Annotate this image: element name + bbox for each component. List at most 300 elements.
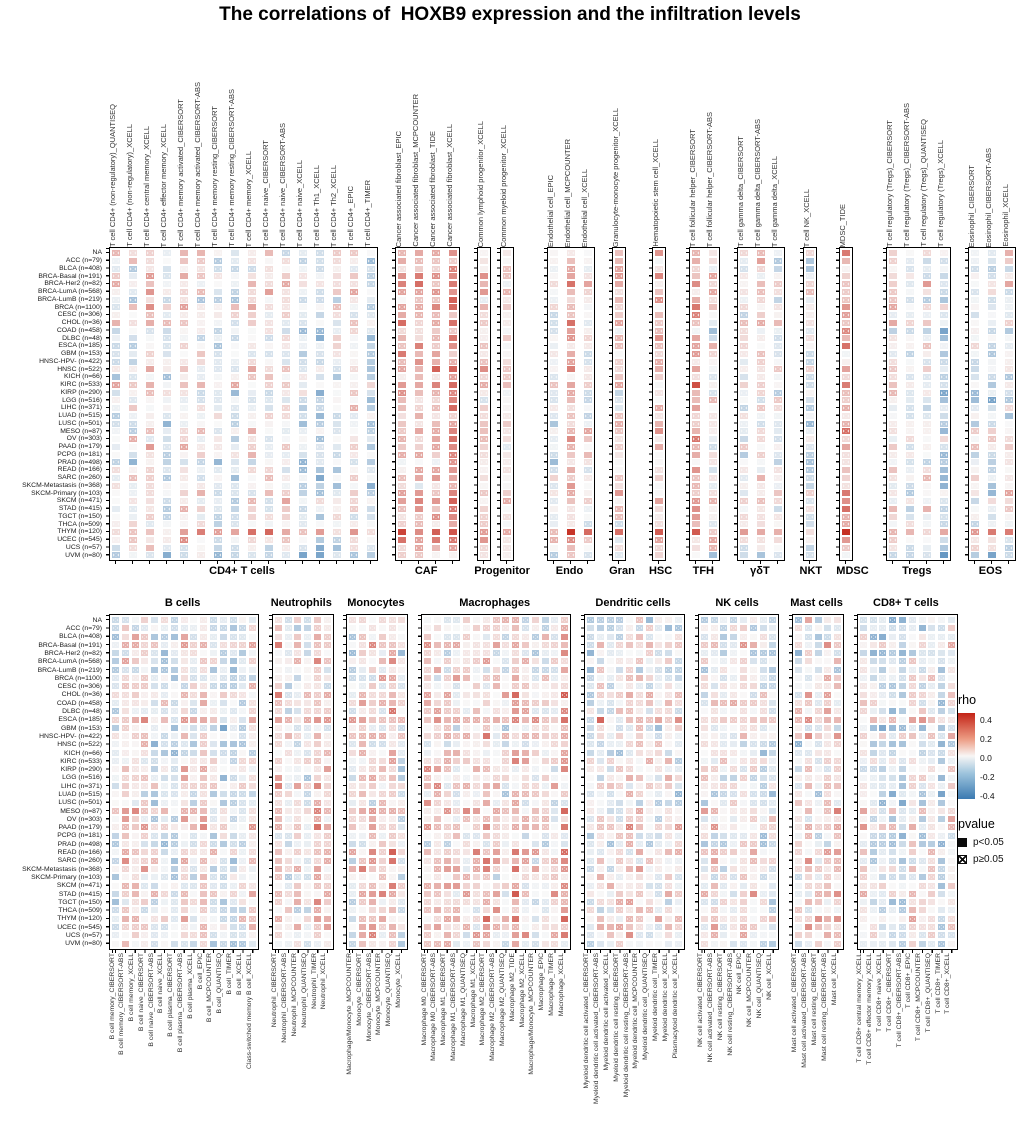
heatmap-cell [760,683,767,689]
row-label: MESO (n=87) [60,807,102,815]
heatmap-cell [480,483,488,489]
heatmap-cell [542,766,549,772]
heatmap-cell [282,359,290,365]
heatmap-cell [870,783,877,789]
heatmap-cell [350,359,358,365]
heatmap-cell [369,833,376,839]
heatmap-cell [860,924,867,930]
heatmap-cell [463,791,470,797]
heatmap-cell [180,428,188,434]
heatmap-cell [112,266,120,272]
heatmap-cell [132,883,139,889]
heatmap-cell [711,775,718,781]
heatmap-cell [709,452,717,458]
column-label: Macrophage_XCELL [557,952,565,1016]
heatmap-cell [988,521,996,527]
heatmap-cell [349,625,356,631]
heatmap-cell [432,374,440,380]
heatmap-cell [889,521,897,527]
heatmap-cell [463,642,470,648]
heatmap-cell [938,700,945,706]
heatmap-cell [597,899,604,905]
heatmap-cell [607,841,614,847]
heatmap-cell [299,452,307,458]
heatmap-cell [432,436,440,442]
heatmap-cell [512,683,519,689]
heatmap-cell [463,717,470,723]
heatmap-cell [304,667,311,673]
heatmap-cell [795,891,802,897]
heatmap-cell [740,529,748,535]
heatmap-cell [928,941,935,947]
heatmap-cell [616,841,623,847]
heatmap-cell [774,312,782,318]
heatmap-cell [432,467,440,473]
heatmap-cell [151,683,158,689]
heatmap-cell [424,708,431,714]
heatmap-cell [449,436,457,442]
heatmap-cell [615,545,623,551]
column-label: NK cell_MCPCOUNTER [746,952,754,1027]
heatmap-cell [424,924,431,930]
heatmap-cell [795,866,802,872]
heatmap-cell [122,667,129,673]
heatmap-cell [597,941,604,947]
heatmap-cell [655,266,663,272]
heatmap-cell [200,766,207,772]
heatmap-cell [249,658,256,664]
column-label: B cell_XCELL [235,952,243,995]
heatmap-cell [806,374,814,380]
heatmap-cell [971,459,979,465]
heatmap-cell [249,841,256,847]
heatmap-cell [692,506,700,512]
heatmap-cell [434,816,441,822]
row-label: ACC (n=79) [65,257,102,265]
heatmap-cell [493,891,500,897]
heatmap-cell [463,924,470,930]
heatmap-cell [587,883,594,889]
heatmap-cell [889,397,897,403]
heatmap-cell [398,858,405,864]
heatmap-cell [928,907,935,913]
heatmap-cell [282,483,290,489]
heatmap-cell [231,452,239,458]
heatmap-cell [324,824,331,830]
column-label: T cell regulatory (Tregs)_XCELL [935,139,945,247]
heatmap-cell [299,250,307,256]
heatmap-cell [424,667,431,673]
heatmap-cell [230,650,237,656]
heatmap-cell [369,758,376,764]
heatmap-cell [616,941,623,947]
heatmap-cell [180,359,188,365]
heatmap-cell [180,490,188,496]
heatmap-cell [316,328,324,334]
heatmap-cell [299,328,307,334]
heatmap-cell [434,758,441,764]
heatmap-cell [181,758,188,764]
heatmap-cell [550,475,558,481]
heatmap-cell [129,382,137,388]
heatmap-cell [870,642,877,648]
heatmap-cell [646,916,653,922]
heatmap-cell [285,634,292,640]
heatmap-cell [551,824,558,830]
heatmap-cell [795,642,802,648]
column-label: T cell NK_XCELL [801,188,811,247]
heatmap-cell [231,382,239,388]
heatmap-cell [181,941,188,947]
heatmap-cell [314,858,321,864]
heatmap-cell [324,733,331,739]
heatmap-cell [249,899,256,905]
heatmap-cell [1005,266,1013,272]
heatmap-cell [350,328,358,334]
heatmap-cell [870,700,877,706]
heatmap-cell [146,467,154,473]
heatmap-cell [379,932,386,938]
heatmap-cell [587,932,594,938]
heatmap-cell [333,436,341,442]
heatmap-cell [636,841,643,847]
heatmap-cell [239,833,246,839]
heatmap-cell [665,899,672,905]
facet [544,52,595,564]
heatmap-cell [730,808,737,814]
heatmap-cell [453,899,460,905]
heatmap-cell [626,816,633,822]
heatmap-cell [483,833,490,839]
heatmap-cell [249,808,256,814]
heatmap-cell [316,390,324,396]
heatmap-cell [646,932,653,938]
group-label: Dendritic cells [595,597,671,609]
heatmap-cell [909,916,916,922]
heatmap-cell [720,675,727,681]
row-label: TGCT (n=150) [58,898,102,906]
heatmap-cell [870,758,877,764]
heatmap-cell [483,899,490,905]
heatmap-cell [532,874,539,880]
heatmap-cell [369,783,376,789]
heatmap-cell [899,692,906,698]
heatmap-cell [480,320,488,326]
heatmap-cell [502,808,509,814]
heatmap-cell [349,791,356,797]
heatmap-cell [141,617,148,623]
heatmap-cell [398,289,406,295]
heatmap-cell [512,617,519,623]
heatmap-cell [398,514,406,520]
heatmap-cell [248,498,256,504]
heatmap-cell [129,421,137,427]
heatmap-cell [899,700,906,706]
heatmap-cell [692,514,700,520]
heatmap-cell [561,899,568,905]
heatmap-cell [304,683,311,689]
heatmap-cell [587,750,594,756]
heatmap-cell [151,625,158,631]
heatmap-cell [161,700,168,706]
heatmap-cell [220,625,227,631]
heatmap-cell [870,667,877,673]
heatmap-cell [503,428,511,434]
heatmap-cell [214,258,222,264]
heatmap-cell [299,397,307,403]
heatmap-cell [730,866,737,872]
heatmap-cell [709,328,717,334]
heatmap-cell [938,824,945,830]
heatmap-cell [584,382,592,388]
heatmap-cell [532,866,539,872]
heatmap-cell [112,617,119,623]
heatmap-cell [379,675,386,681]
column-label: NK cell resting_CIBERSORT-ABS [726,952,734,1056]
heatmap-cell [626,783,633,789]
heatmap-cell [906,351,914,357]
heatmap-cell [532,800,539,806]
heatmap-cell [923,366,931,372]
heatmap-cell [561,708,568,714]
heatmap-cell [532,741,539,747]
heatmap-cell [971,506,979,512]
heatmap-cell [597,758,604,764]
heatmap-cell [350,366,358,372]
column-label: T cell CD4+ memory resting_CIBERSORT [210,106,219,247]
heatmap-cell [112,351,120,357]
heatmap-cell [210,841,217,847]
heatmap-cell [316,343,324,349]
heatmap-cell [615,413,623,419]
heatmap-cell [870,775,877,781]
heatmap-cell [665,932,672,938]
heatmap-cell [424,783,431,789]
row-label: COAD (n=458) [56,326,102,334]
pvalue-legend-title: pvalue [958,817,995,831]
heatmap-cell [432,452,440,458]
heatmap-cell [760,758,767,764]
row-label: BRCA-Basal (n=191) [38,272,102,280]
heatmap-cell [282,475,290,481]
heatmap-cell [122,833,129,839]
heatmap-cell [316,382,324,388]
heatmap-cell [503,545,511,551]
heatmap-cell [112,467,120,473]
column-label: T cell CD4+ naive_CIBERSORT-ABS [278,122,287,247]
heatmap-cell [1005,250,1013,256]
heatmap-cell [369,741,376,747]
heatmap-cell [655,891,662,897]
heatmap-cell [709,250,717,256]
heatmap-cell [171,741,178,747]
heatmap-cell [480,297,488,303]
heatmap-cell [141,766,148,772]
heatmap-cell [551,783,558,789]
heatmap-cell [424,833,431,839]
heatmap-cell [740,390,748,396]
heatmap-cell [636,816,643,822]
heatmap-cell [369,617,376,623]
heatmap-cell [480,273,488,279]
heatmap-cell [181,833,188,839]
heatmap-cell [146,359,154,365]
heatmap-cell [532,692,539,698]
heatmap-cell [379,683,386,689]
heatmap-cell [299,266,307,272]
heatmap-cell [214,537,222,543]
heatmap-cell [129,304,137,310]
heatmap-cell [889,833,896,839]
heatmap-cell [870,650,877,656]
column-label: Class-switched memory B cell_XCELL [245,952,253,1069]
heatmap-cell [151,658,158,664]
heatmap-cell [928,783,935,789]
heatmap-cell [122,791,129,797]
heatmap-cell [879,833,886,839]
heatmap-cell [824,899,831,905]
heatmap-cell [112,312,120,318]
heatmap-cell [919,667,926,673]
heatmap-cell [220,667,227,673]
heatmap-cell [132,833,139,839]
heatmap-cell [551,833,558,839]
column-label: T cell CD4+ effector memory_XCELL [159,123,168,247]
heatmap-cell [889,858,896,864]
heatmap-cell [542,816,549,822]
heatmap-cell [665,866,672,872]
heatmap-cell [923,374,931,380]
heatmap-cell [434,700,441,706]
heatmap-cell [842,328,850,334]
heatmap-cell [275,634,282,640]
heatmap-cell [730,791,737,797]
heatmap-cell [948,849,955,855]
heatmap-cell [502,775,509,781]
heatmap-cell [449,289,457,295]
heatmap-cell [551,750,558,756]
heatmap-cell [805,924,812,930]
heatmap-cell [432,498,440,504]
heatmap-cell [294,725,301,731]
heatmap-cell [112,483,120,489]
heatmap-cell [711,708,718,714]
heatmap-cell [824,866,831,872]
heatmap-cell [561,800,568,806]
heatmap-cell [275,775,282,781]
heatmap-cell [561,849,568,855]
heatmap-cell [988,390,996,396]
heatmap-cell [626,741,633,747]
heatmap-cell [646,858,653,864]
heatmap-cell [349,683,356,689]
heatmap-cell [248,335,256,341]
heatmap-cell [720,874,727,880]
heatmap-cell [369,924,376,930]
heatmap-cell [1005,467,1013,473]
heatmap-cell [805,750,812,756]
row-label: BRCA-LumA (n=568) [37,288,102,296]
heatmap-cell [655,783,662,789]
heatmap-cell [860,650,867,656]
heatmap-cell [275,932,282,938]
heatmap-cell [757,444,765,450]
heatmap-cell [214,444,222,450]
heatmap-cell [870,899,877,905]
heatmap-cell [112,258,120,264]
heatmap-cell [655,808,662,814]
heatmap-cell [129,490,137,496]
heatmap-cell [493,642,500,648]
heatmap-cell [122,634,129,640]
heatmap-cell [299,335,307,341]
heatmap-cell [434,907,441,913]
heatmap-cell [285,758,292,764]
heatmap-cell [675,650,682,656]
heatmap-cell [367,312,375,318]
heatmap-cell [294,642,301,648]
heatmap-cell [324,667,331,673]
heatmap-cell [141,858,148,864]
column-label: B cell naive_CIBERSORT [137,952,145,1031]
heatmap-cell [616,783,623,789]
heatmap-cell [502,758,509,764]
heatmap-cell [1005,359,1013,365]
heatmap-cell [774,452,782,458]
heatmap-cell [248,529,256,535]
heatmap-cell [889,675,896,681]
heatmap-cell [909,700,916,706]
group-label: MDSC [836,565,869,578]
heatmap-cell [879,791,886,797]
heatmap-cell [636,932,643,938]
heatmap-cell [493,883,500,889]
heatmap-cell [503,421,511,427]
heatmap-cell [503,475,511,481]
heatmap-cell [709,320,717,326]
heatmap-cell [805,741,812,747]
heatmap-cell [299,483,307,489]
heatmap-cell [200,750,207,756]
heatmap-cell [842,428,850,434]
heatmap-cell [567,359,575,365]
heatmap-cell [522,658,529,664]
group-label: Neutrophils [270,597,332,609]
heatmap-cell [842,506,850,512]
heatmap-cell [551,683,558,689]
heatmap-cell [805,883,812,889]
heatmap-cell [314,924,321,930]
heatmap-cell [584,289,592,295]
heatmap-cell [230,907,237,913]
heatmap-cell [333,452,341,458]
column-label: T cell gamma delta_CIBERSORT [736,135,746,247]
heatmap-cell [615,382,623,388]
heatmap-cell [314,617,321,623]
heatmap-cell [701,858,708,864]
heatmap-cell [711,899,718,905]
heatmap-cell [282,312,290,318]
column-label: Granulocyte-monocyte progenitor_XCELL [611,107,621,247]
heatmap-cell [1005,328,1013,334]
heatmap-cell [889,405,897,411]
heatmap-cell [493,907,500,913]
heatmap-cell [220,907,227,913]
heatmap-cell [434,650,441,656]
heatmap-cell [607,891,614,897]
heatmap-cell [112,281,120,287]
heatmap-cell [542,700,549,706]
